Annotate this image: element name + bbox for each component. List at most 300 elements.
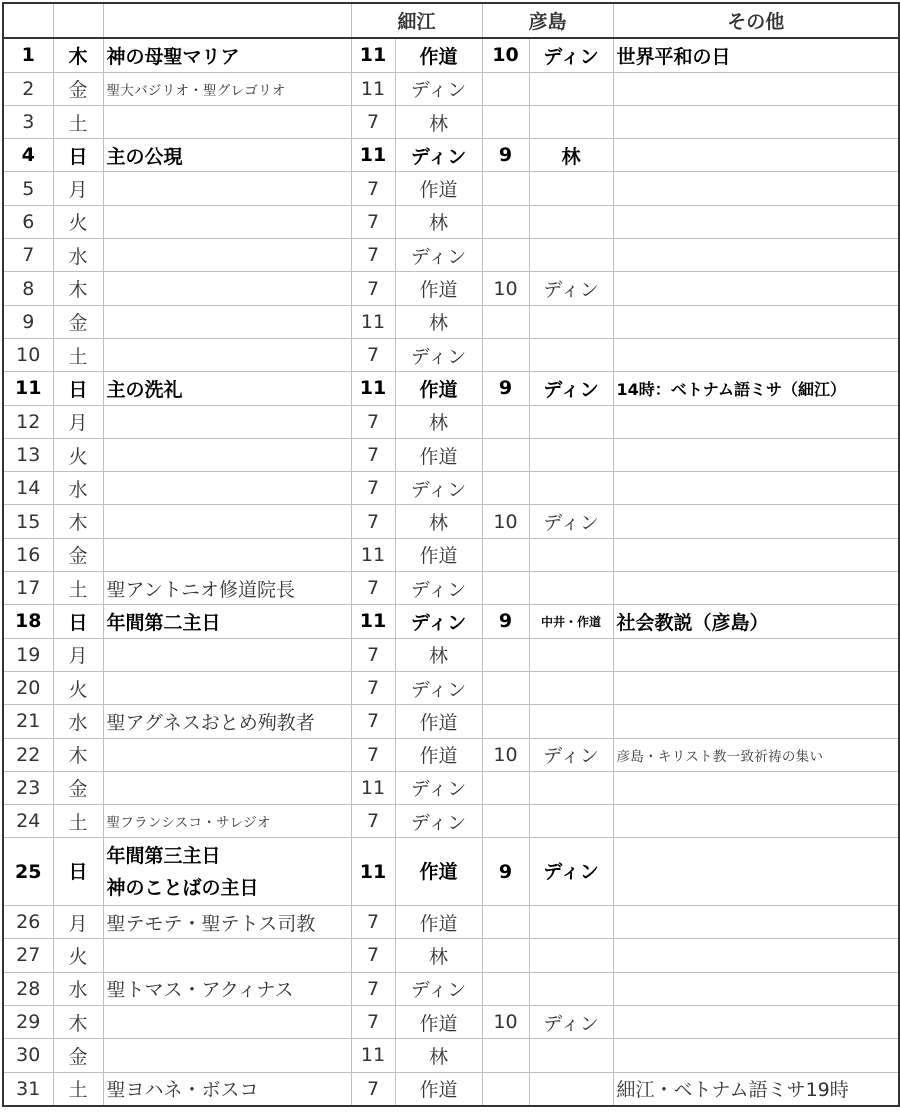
- hosoe-priest-cell: 林: [395, 405, 482, 438]
- other-cell: [613, 572, 899, 605]
- hikoshima-time-cell: 10: [482, 738, 529, 771]
- other-cell: [613, 239, 899, 272]
- feast-name: 聖トマス・アクィナス: [106, 979, 294, 1002]
- table-row: [3, 671, 899, 704]
- hikoshima-priest-cell: [529, 438, 613, 471]
- hikoshima-priest-cell: [529, 906, 613, 939]
- hosoe-time-cell: 11: [351, 139, 395, 172]
- hosoe-time-cell: 7: [351, 1005, 395, 1038]
- day-cell: 3: [3, 105, 53, 138]
- hikoshima-time-cell: 9: [482, 838, 529, 906]
- table-row: [3, 272, 899, 305]
- weekday-cell: 金: [53, 1039, 103, 1072]
- table-row: [3, 438, 899, 471]
- feast-cell: [103, 538, 351, 571]
- hosoe-time-cell: 7: [351, 671, 395, 704]
- table-row: [3, 605, 899, 638]
- hosoe-time-cell: 7: [351, 472, 395, 505]
- hikoshima-priest-cell: [529, 572, 613, 605]
- hosoe-time-cell: 11: [351, 538, 395, 571]
- day-cell: 28: [3, 972, 53, 1005]
- hosoe-time-cell: 7: [351, 338, 395, 371]
- table-row: [3, 572, 899, 605]
- other-cell: [613, 438, 899, 471]
- day-cell: 30: [3, 1039, 53, 1072]
- hosoe-time-cell: 11: [351, 72, 395, 105]
- feast-cell: [103, 1005, 351, 1038]
- hosoe-priest-cell: 林: [395, 939, 482, 972]
- day-cell: 14: [3, 472, 53, 505]
- feast-cell: [103, 472, 351, 505]
- table-row: [3, 405, 899, 438]
- feast-cell: [103, 139, 351, 172]
- hikoshima-priest-cell: [529, 205, 613, 238]
- feast-cell: [103, 705, 351, 738]
- day-cell: 25: [3, 838, 53, 906]
- hikoshima-time-cell: [482, 338, 529, 371]
- table-row: [3, 38, 899, 72]
- feast-name: 聖アントニオ修道院長: [106, 578, 295, 601]
- hosoe-time-cell: 7: [351, 172, 395, 205]
- other-cell: [613, 305, 899, 338]
- weekday-cell: 木: [53, 272, 103, 305]
- hosoe-priest-cell: ディン: [395, 671, 482, 704]
- hosoe-priest-cell: 作道: [395, 38, 482, 72]
- hikoshima-priest-cell: [529, 405, 613, 438]
- hikoshima-time-cell: [482, 305, 529, 338]
- hikoshima-time-cell: [482, 671, 529, 704]
- hosoe-priest-cell: 作道: [395, 838, 482, 906]
- other-cell: [613, 505, 899, 538]
- table-row: [3, 805, 899, 838]
- feast-name: 聖フランシスコ・サレジオ: [106, 815, 271, 832]
- other-cell: [613, 939, 899, 972]
- hosoe-priest-cell: 作道: [395, 438, 482, 471]
- hikoshima-priest-cell: [529, 72, 613, 105]
- weekday-cell: 日: [53, 372, 103, 405]
- hosoe-time-cell: 11: [351, 771, 395, 804]
- schedule-body: [3, 3, 899, 1106]
- table-row: [3, 338, 899, 371]
- hikoshima-priest-cell: [529, 172, 613, 205]
- feast-name-second-line: 神のことばの主日: [106, 876, 259, 899]
- hosoe-priest-cell: 林: [395, 1039, 482, 1072]
- hikoshima-time-cell: [482, 771, 529, 804]
- table-row: [3, 205, 899, 238]
- hikoshima-time-cell: [482, 1072, 529, 1106]
- hikoshima-priest-cell: ディン: [529, 272, 613, 305]
- hosoe-priest-cell: ディン: [395, 572, 482, 605]
- header-day-cell: [3, 3, 53, 38]
- day-cell: 26: [3, 906, 53, 939]
- header-weekday-cell: [53, 3, 103, 38]
- other-cell: [613, 838, 899, 906]
- day-cell: 8: [3, 272, 53, 305]
- hosoe-priest-cell: ディン: [395, 605, 482, 638]
- header-other: その他: [613, 3, 899, 38]
- weekday-cell: 土: [53, 105, 103, 138]
- hikoshima-time-cell: [482, 105, 529, 138]
- day-cell: 31: [3, 1072, 53, 1106]
- other-cell: [613, 72, 899, 105]
- hikoshima-time-cell: [482, 72, 529, 105]
- hosoe-priest-cell: 林: [395, 305, 482, 338]
- weekday-cell: 土: [53, 572, 103, 605]
- hosoe-time-cell: 7: [351, 105, 395, 138]
- hikoshima-time-cell: [482, 939, 529, 972]
- hikoshima-time-cell: 9: [482, 605, 529, 638]
- other-cell: [613, 205, 899, 238]
- feast-cell: [103, 272, 351, 305]
- day-cell: 7: [3, 239, 53, 272]
- hikoshima-time-cell: [482, 472, 529, 505]
- weekday-cell: 水: [53, 239, 103, 272]
- hikoshima-time-cell: 10: [482, 38, 529, 72]
- feast-cell: [103, 906, 351, 939]
- table-row: [3, 906, 899, 939]
- hosoe-time-cell: 7: [351, 438, 395, 471]
- hikoshima-time-cell: 10: [482, 1005, 529, 1038]
- feast-cell: [103, 305, 351, 338]
- feast-cell: [103, 638, 351, 671]
- hosoe-priest-cell: 作道: [395, 272, 482, 305]
- feast-cell: [103, 338, 351, 371]
- table-row: [3, 505, 899, 538]
- hikoshima-time-cell: 10: [482, 505, 529, 538]
- feast-cell: [103, 805, 351, 838]
- weekday-cell: 土: [53, 1072, 103, 1106]
- table-row: [3, 771, 899, 804]
- other-cell: [613, 771, 899, 804]
- hosoe-time-cell: 7: [351, 906, 395, 939]
- hikoshima-priest-cell: [529, 239, 613, 272]
- day-cell: 29: [3, 1005, 53, 1038]
- feast-cell: [103, 1039, 351, 1072]
- header-hikoshima: 彦島: [482, 3, 613, 38]
- day-cell: 9: [3, 305, 53, 338]
- hosoe-priest-cell: ディン: [395, 139, 482, 172]
- weekday-cell: 水: [53, 705, 103, 738]
- table-row: [3, 1039, 899, 1072]
- hikoshima-time-cell: [482, 638, 529, 671]
- hikoshima-priest-cell: ディン: [529, 838, 613, 906]
- feast-cell: [103, 605, 351, 638]
- day-cell: 4: [3, 139, 53, 172]
- other-cell: [613, 105, 899, 138]
- table-row: [3, 472, 899, 505]
- feast-name: 聖テモテ・聖テトス司教: [106, 912, 316, 935]
- hosoe-priest-cell: 作道: [395, 372, 482, 405]
- hosoe-priest-cell: 作道: [395, 172, 482, 205]
- other-cell: 世界平和の日: [613, 38, 899, 72]
- hikoshima-priest-cell: [529, 472, 613, 505]
- other-cell: [613, 405, 899, 438]
- hosoe-priest-cell: 作道: [395, 906, 482, 939]
- weekday-cell: 土: [53, 338, 103, 371]
- day-cell: 13: [3, 438, 53, 471]
- weekday-cell: 木: [53, 738, 103, 771]
- table-row: [3, 1005, 899, 1038]
- feast-cell: [103, 1072, 351, 1106]
- feast-name: 年間第三主日: [106, 844, 221, 867]
- day-cell: 17: [3, 572, 53, 605]
- hosoe-time-cell: 11: [351, 305, 395, 338]
- table-row: [3, 838, 899, 906]
- feast-cell: [103, 405, 351, 438]
- other-cell: [613, 1005, 899, 1038]
- hosoe-time-cell: 11: [351, 38, 395, 72]
- table-row: [3, 239, 899, 272]
- hosoe-priest-cell: 作道: [395, 1005, 482, 1038]
- day-cell: 10: [3, 338, 53, 371]
- hikoshima-priest-cell: [529, 771, 613, 804]
- weekday-cell: 水: [53, 472, 103, 505]
- table-row: [3, 939, 899, 972]
- weekday-cell: 土: [53, 805, 103, 838]
- weekday-cell: 月: [53, 638, 103, 671]
- hosoe-priest-cell: 林: [395, 505, 482, 538]
- hosoe-time-cell: 7: [351, 505, 395, 538]
- hosoe-priest-cell: ディン: [395, 972, 482, 1005]
- other-cell: [613, 172, 899, 205]
- table-row: [3, 72, 899, 105]
- day-cell: 11: [3, 372, 53, 405]
- hikoshima-time-cell: 9: [482, 139, 529, 172]
- hosoe-priest-cell: 作道: [395, 1072, 482, 1106]
- day-cell: 15: [3, 505, 53, 538]
- hosoe-priest-cell: 林: [395, 638, 482, 671]
- other-cell: [613, 472, 899, 505]
- other-cell: 社会教説（彦島）: [613, 605, 899, 638]
- other-cell: [613, 906, 899, 939]
- hikoshima-priest-cell: [529, 305, 613, 338]
- hosoe-time-cell: 7: [351, 239, 395, 272]
- hikoshima-priest-cell: ディン: [529, 38, 613, 72]
- day-cell: 23: [3, 771, 53, 804]
- weekday-cell: 日: [53, 605, 103, 638]
- feast-cell: [103, 438, 351, 471]
- table-row: [3, 705, 899, 738]
- feast-cell: [103, 771, 351, 804]
- hosoe-priest-cell: 作道: [395, 538, 482, 571]
- weekday-cell: 月: [53, 405, 103, 438]
- feast-cell: [103, 105, 351, 138]
- hikoshima-time-cell: [482, 239, 529, 272]
- header-row: [3, 3, 899, 38]
- weekday-cell: 金: [53, 305, 103, 338]
- table-row: [3, 172, 899, 205]
- hikoshima-priest-cell: [529, 1039, 613, 1072]
- hosoe-priest-cell: ディン: [395, 805, 482, 838]
- weekday-cell: 火: [53, 939, 103, 972]
- day-cell: 20: [3, 671, 53, 704]
- table-row: [3, 972, 899, 1005]
- hosoe-time-cell: 11: [351, 1039, 395, 1072]
- hikoshima-priest-cell: [529, 105, 613, 138]
- feast-name: 年間第二主日: [106, 611, 221, 634]
- feast-cell: [103, 372, 351, 405]
- hikoshima-time-cell: [482, 538, 529, 571]
- hosoe-priest-cell: 林: [395, 205, 482, 238]
- hikoshima-priest-cell: [529, 805, 613, 838]
- hikoshima-priest-cell: [529, 972, 613, 1005]
- hikoshima-priest-cell: ディン: [529, 738, 613, 771]
- other-cell: [613, 538, 899, 571]
- feast-cell: [103, 205, 351, 238]
- hosoe-time-cell: 11: [351, 838, 395, 906]
- weekday-cell: 火: [53, 438, 103, 471]
- hosoe-priest-cell: 作道: [395, 705, 482, 738]
- hosoe-time-cell: 7: [351, 572, 395, 605]
- day-cell: 12: [3, 405, 53, 438]
- other-cell: 彦島・キリスト教一致祈祷の集い: [613, 738, 899, 771]
- day-cell: 2: [3, 72, 53, 105]
- other-cell: [613, 705, 899, 738]
- day-cell: 5: [3, 172, 53, 205]
- table-row: [3, 139, 899, 172]
- other-cell: [613, 1039, 899, 1072]
- other-cell: [613, 805, 899, 838]
- table-row: [3, 372, 899, 405]
- table-row: [3, 638, 899, 671]
- table-row: [3, 305, 899, 338]
- hikoshima-priest-cell: [529, 939, 613, 972]
- table-row: [3, 738, 899, 771]
- hikoshima-priest-cell: [529, 705, 613, 738]
- day-cell: 22: [3, 738, 53, 771]
- feast-cell: [103, 972, 351, 1005]
- table-row: [3, 1072, 899, 1106]
- day-cell: 19: [3, 638, 53, 671]
- day-cell: 1: [3, 38, 53, 72]
- day-cell: 6: [3, 205, 53, 238]
- weekday-cell: 火: [53, 671, 103, 704]
- hosoe-priest-cell: ディン: [395, 72, 482, 105]
- hikoshima-time-cell: [482, 805, 529, 838]
- weekday-cell: 日: [53, 139, 103, 172]
- other-cell: [613, 638, 899, 671]
- hikoshima-time-cell: [482, 205, 529, 238]
- hosoe-time-cell: 7: [351, 205, 395, 238]
- weekday-cell: 火: [53, 205, 103, 238]
- feast-cell: [103, 838, 351, 906]
- weekday-cell: 水: [53, 972, 103, 1005]
- weekday-cell: 日: [53, 838, 103, 906]
- feast-cell: [103, 738, 351, 771]
- hosoe-time-cell: 7: [351, 939, 395, 972]
- other-cell: [613, 972, 899, 1005]
- other-cell: [613, 338, 899, 371]
- hikoshima-priest-cell: 林: [529, 139, 613, 172]
- table-row: [3, 105, 899, 138]
- feast-name: 主の洗礼: [106, 378, 183, 401]
- weekday-cell: 金: [53, 72, 103, 105]
- hikoshima-time-cell: 10: [482, 272, 529, 305]
- feast-name: 聖アグネスおとめ殉教者: [106, 711, 315, 734]
- hikoshima-priest-cell: [529, 538, 613, 571]
- weekday-cell: 木: [53, 505, 103, 538]
- header-hosoe: 細江: [351, 3, 482, 38]
- day-cell: 16: [3, 538, 53, 571]
- hosoe-time-cell: 7: [351, 1072, 395, 1106]
- hosoe-time-cell: 11: [351, 605, 395, 638]
- hikoshima-time-cell: [482, 172, 529, 205]
- feast-cell: [103, 505, 351, 538]
- hosoe-time-cell: 7: [351, 705, 395, 738]
- day-cell: 18: [3, 605, 53, 638]
- other-cell: [613, 139, 899, 172]
- hikoshima-time-cell: [482, 405, 529, 438]
- weekday-cell: 月: [53, 906, 103, 939]
- hikoshima-priest-cell: ディン: [529, 372, 613, 405]
- feast-cell: [103, 671, 351, 704]
- hikoshima-priest-cell: ディン: [529, 505, 613, 538]
- header-feast-cell: [103, 3, 351, 38]
- hikoshima-priest-cell: [529, 671, 613, 704]
- hosoe-priest-cell: 林: [395, 105, 482, 138]
- feast-cell: [103, 72, 351, 105]
- other-cell: 細江・ベトナム語ミサ19時: [613, 1072, 899, 1106]
- hosoe-time-cell: 7: [351, 738, 395, 771]
- table-row: [3, 538, 899, 571]
- day-cell: 21: [3, 705, 53, 738]
- feast-cell: [103, 38, 351, 72]
- feast-name: 神の母聖マリア: [106, 45, 240, 68]
- hosoe-priest-cell: 作道: [395, 738, 482, 771]
- weekday-cell: 金: [53, 538, 103, 571]
- hosoe-priest-cell: ディン: [395, 239, 482, 272]
- hosoe-time-cell: 11: [351, 372, 395, 405]
- hosoe-time-cell: 7: [351, 972, 395, 1005]
- weekday-cell: 木: [53, 38, 103, 72]
- hikoshima-priest-cell: [529, 1072, 613, 1106]
- hikoshima-time-cell: 9: [482, 372, 529, 405]
- hikoshima-priest-cell: [529, 638, 613, 671]
- hikoshima-time-cell: [482, 705, 529, 738]
- hikoshima-time-cell: [482, 1039, 529, 1072]
- hosoe-time-cell: 7: [351, 405, 395, 438]
- feast-name: 聖大バジリオ・聖グレゴリオ: [106, 82, 286, 99]
- hikoshima-time-cell: [482, 438, 529, 471]
- weekday-cell: 木: [53, 1005, 103, 1038]
- hikoshima-priest-cell: 中井・作道: [529, 605, 613, 638]
- feast-cell: [103, 939, 351, 972]
- mass-schedule-table: [2, 2, 900, 1107]
- hikoshima-time-cell: [482, 572, 529, 605]
- feast-name: 主の公現: [106, 145, 183, 168]
- feast-name: 聖ヨハネ・ボスコ: [106, 1079, 259, 1102]
- hosoe-priest-cell: ディン: [395, 338, 482, 371]
- hosoe-priest-cell: ディン: [395, 472, 482, 505]
- hosoe-time-cell: 7: [351, 638, 395, 671]
- other-cell: [613, 272, 899, 305]
- hikoshima-time-cell: [482, 906, 529, 939]
- day-cell: 24: [3, 805, 53, 838]
- hosoe-priest-cell: ディン: [395, 771, 482, 804]
- hosoe-time-cell: 7: [351, 805, 395, 838]
- weekday-cell: 金: [53, 771, 103, 804]
- feast-cell: [103, 172, 351, 205]
- hikoshima-priest-cell: ディン: [529, 1005, 613, 1038]
- feast-cell: [103, 572, 351, 605]
- hosoe-time-cell: 7: [351, 272, 395, 305]
- hikoshima-time-cell: [482, 972, 529, 1005]
- weekday-cell: 月: [53, 172, 103, 205]
- other-cell: [613, 671, 899, 704]
- feast-cell: [103, 239, 351, 272]
- other-cell: 14時：ベトナム語ミサ（細江）: [613, 372, 899, 405]
- hikoshima-priest-cell: [529, 338, 613, 371]
